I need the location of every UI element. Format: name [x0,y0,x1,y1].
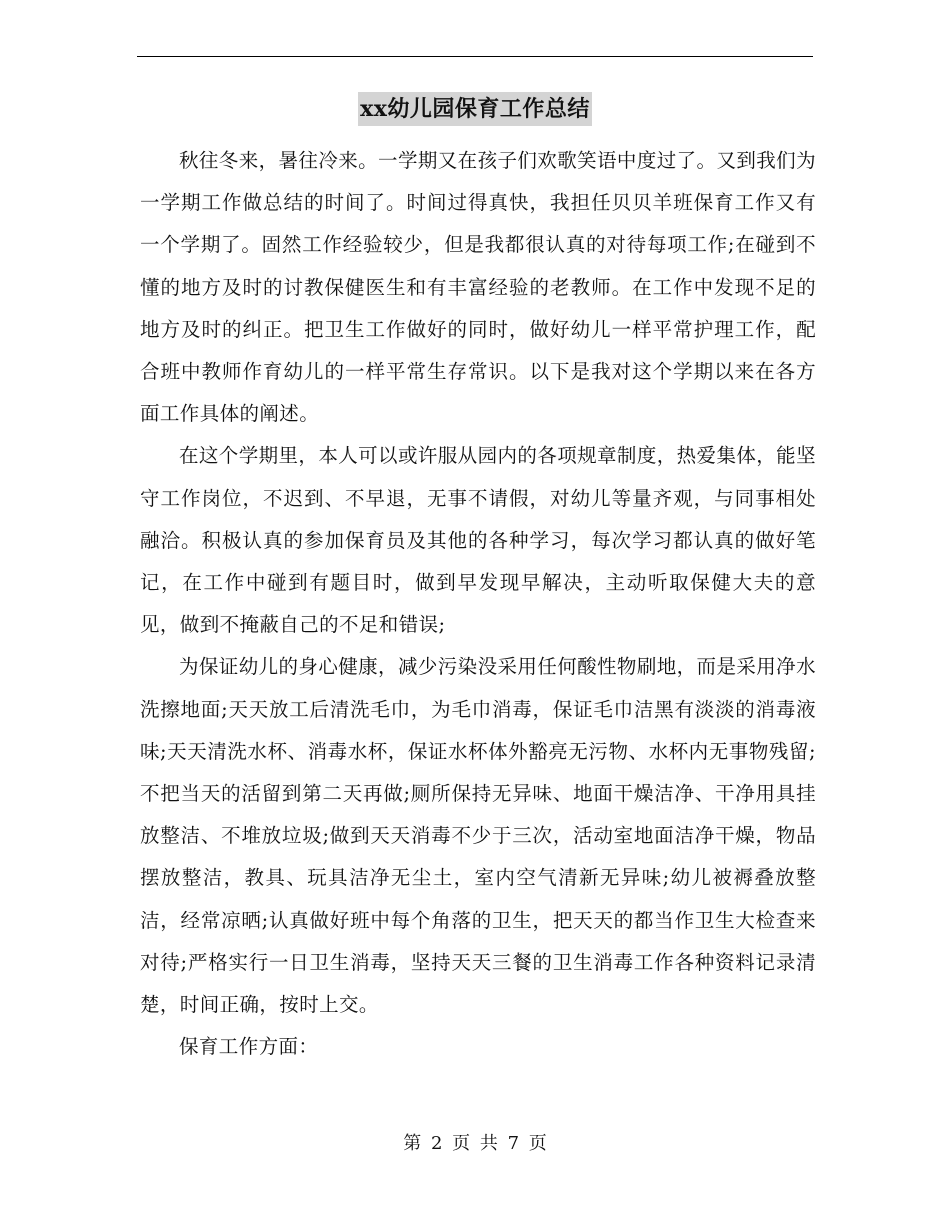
paragraph-section-heading: 保育工作方面： [179,1035,319,1059]
title-container [0,92,950,126]
page-number: 第 2 页 共 7 页 [403,1133,547,1154]
header-rule [137,56,813,57]
paragraph-intro: 秋往冬来，暑往冷来。一学期又在孩子们欢歌笑语中度过了。又到我们为一学期工作做总结的时间了。时间过得真快，我担任贝贝羊班保育工作又有一个学期了。固然工作经验较少，但是我都很认真的对待每项工作;在碰到不懂的地方及时的讨教保健医生和有丰富经验的老教师。在工作中发现不足的地方及时的纠正。把卫生工作做好的同时，做好幼儿一样平常护理工作，配合班中教师作育幼儿的一样平常生存常识。以下是我对这个学期以来在各方面工作具体的阐述。 [140,149,816,426]
paragraph-discipline: 在这个学期里，本人可以或许服从园内的各项规章制度，热爱集体，能坚守工作岗位，不迟到、不早退，无事不请假，对幼儿等量齐观，与同事相处融洽。积极认真的参加保育员及其他的各种学习，每次学习都认真的做好笔记，在工作中碰到有题目时，做到早发现早解决，主动听取保健大夫的意见，做到不掩蔽自己的不足和错误; [140,444,816,637]
document-body [140,140,816,1068]
paragraph-hygiene: 为保证幼儿的身心健康，减少污染没采用任何酸性物刷地，而是采用净水洗擦地面;天天放工后清洗毛巾，为毛巾消毒，保证毛巾洁黑有淡淡的消毒液味;天天清洗水杯、消毒水杯，保证水杯体外豁亮无污物、水杯内无事物残留;不把当天的活留到第二天再做;厕所保持无异味、地面干燥洁净、干净用具挂放整洁、不堆放垃圾;做到天天消毒不少于三次，活动室地面洁净干燥，物品摆放整洁，教具、玩具洁净无尘土，室内空气清新无异味;幼儿被褥叠放整洁，经常凉晒;认真做好班中每个角落的卫生，把天天的都当作卫生大检查来对待;严格实行一日卫生消毒，坚持天天三餐的卫生消毒工作各种资料记录清楚，时间正确，按时上交。 [140,655,816,1017]
document-title: xx幼儿园保育工作总结 [358,92,592,126]
